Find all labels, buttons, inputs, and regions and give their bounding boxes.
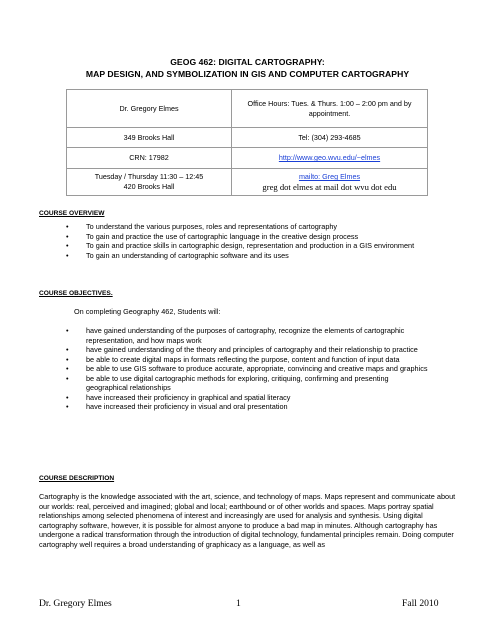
schedule-room: 420 Brooks Hall: [123, 182, 175, 191]
list-item: • To gain and practice skills in cartographic design, representation and production in a GIS environment: [66, 241, 415, 250]
class-schedule: [67, 169, 232, 196]
contact-email: [232, 169, 428, 196]
footer-term: Fall 2010: [402, 598, 439, 609]
office-location: 349 Brooks Hall: [67, 128, 232, 148]
objectives-intro: On completing Geography 462, Students will:: [74, 307, 221, 316]
overview-list: [0, 222, 428, 260]
bullet-icon: •: [66, 231, 69, 241]
bullet-icon: •: [66, 250, 69, 260]
bullet-icon: •: [66, 373, 69, 383]
list-item: • have gained understanding of the theory and principles of cartography and their relationship to practice: [66, 345, 418, 354]
bullet-icon: •: [66, 364, 69, 373]
footer-author: Dr. Gregory Elmes: [39, 598, 112, 609]
bullet-icon: •: [66, 354, 69, 364]
list-item: • have gained understanding of the purposes of cartography, recognize the elements of cartographic representation, and how maps work: [66, 326, 405, 345]
website-link[interactable]: http://www.geo.wvu.edu/~elmes: [278, 153, 381, 162]
objectives-heading: COURSE OBJECTIVES.: [39, 290, 113, 297]
bullet-icon: •: [66, 402, 69, 411]
instructor-name: Dr. Gregory Elmes: [67, 90, 232, 128]
description-heading: COURSE DESCRIPTION: [39, 475, 115, 482]
crn: CRN: 17982: [67, 148, 232, 169]
list-item: • have increased their proficiency in graphical and spatial literacy: [66, 392, 291, 402]
bullet-icon: •: [66, 241, 69, 250]
course-title-line-2: MAP DESIGN, AND SYMBOLIZATION IN GIS AND COMPUTER CARTOGRAPHY: [85, 69, 410, 79]
bullet-icon: •: [66, 222, 69, 231]
bullet-icon: •: [66, 345, 69, 354]
list-item: • be able to use digital cartographic methods for exploring, critiquing, confirming and presenting geographical relationships: [66, 373, 389, 392]
office-hours: Office Hours: Tues. & Thurs. 1:00 – 2:00 pm and by appointment.: [232, 90, 428, 128]
course-title-line-1: GEOG 462: DIGITAL CARTOGRAPHY:: [170, 57, 325, 67]
description-text: Cartography is the knowledge associated with the art, science, and technology of maps. Maps represent and communicate about our worlds: real, perceived and imagined; global and local; earthbound or of other worlds and spaces. Maps portray spatial relationships among selected phenomena of interest and increasingly are used for analysis and synthesis. Using digital cartography software, however, it is possible for almost anyone to produce a bad map in minutes. Although cartography has undergone a radical transformation through the introduction of digital technology, fundamental principles remain. Doing computer cartography well requires a broad understanding of graphicacy as a language, as well as: [39, 492, 456, 549]
course-info-table: [66, 89, 428, 196]
list-item: • To gain an understanding of cartographic software and its uses: [66, 250, 289, 260]
list-item: • be able to create digital maps in formats reflecting the purpose, content and function of input data: [66, 354, 400, 364]
schedule-time: Tuesday / Thursday 11:30 – 12:45: [94, 172, 204, 181]
list-item: • To understand the various purposes, roles and representations of cartography: [66, 222, 338, 231]
list-item: • have increased their proficiency in visual and oral presentation: [66, 402, 288, 411]
telephone: Tel: (304) 293-4685: [232, 128, 428, 148]
list-item: • To gain and practice the use of cartographic language in the creative design process: [66, 231, 359, 241]
mailto-link[interactable]: mailto: Greg Elmes: [298, 172, 361, 181]
footer-page-number: 1: [236, 598, 241, 609]
list-item: • be able to use GIS software to produce accurate, appropriate, convincing and creative maps and graphics: [66, 364, 428, 373]
email-text: greg dot elmes at mail dot wvu dot edu: [262, 182, 397, 192]
objectives-list: [0, 326, 428, 412]
bullet-icon: •: [66, 392, 69, 402]
bullet-icon: •: [66, 326, 69, 335]
overview-heading: COURSE OVERVIEW: [39, 210, 105, 217]
